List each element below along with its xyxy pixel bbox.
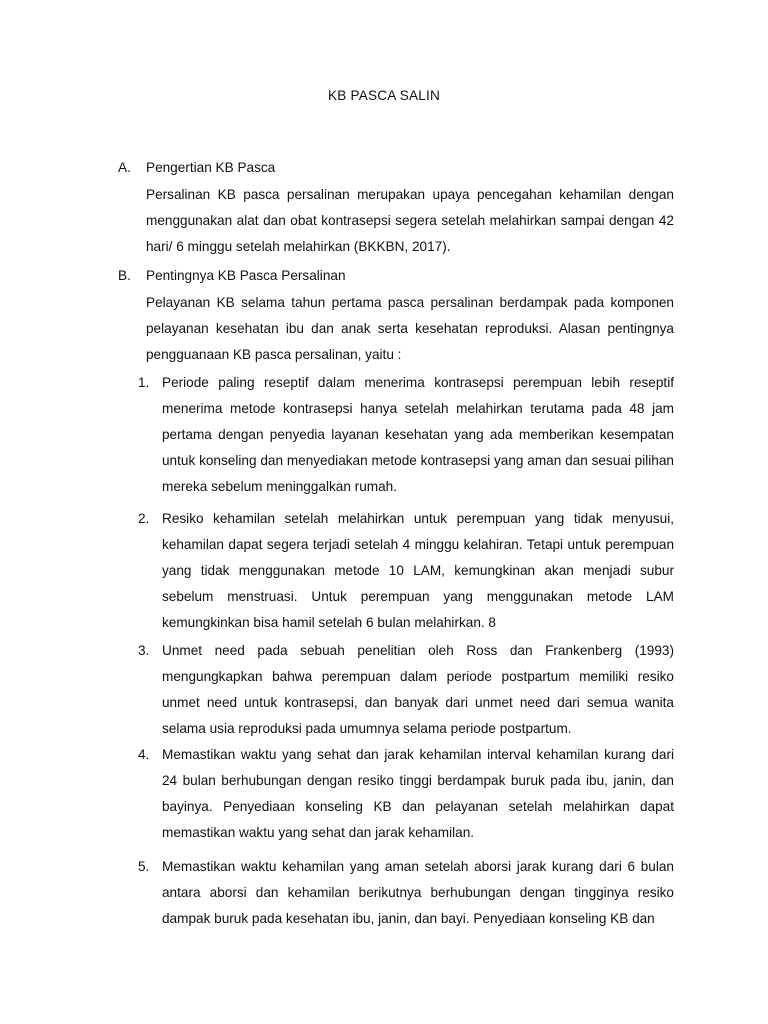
section-heading: Pentingnya KB Pasca Persalinan <box>146 268 346 283</box>
section-letter: A. <box>118 160 131 175</box>
list-item-text: Memastikan waktu kehamilan yang aman setelah aborsi jarak kurang dari 6 bulan antara aborsi dan kehamilan berikutnya berhubungan dengan tingginya resiko dampak buruk pada kesehatan ibu, janin, dan bayi. Penyediaan konseling KB dan <box>162 859 674 926</box>
section-a <box>118 160 674 260</box>
document-title: KB PASCA SALIN <box>327 88 441 103</box>
list-item-number: 3. <box>138 643 150 658</box>
list-item-text: Unmet need pada sebuah penelitian oleh Ross dan Frankenberg (1993) mengungkapkan bahwa perempuan dalam periode postpartum memiliki resiko unmet need untuk kontrasepsi, dan banyak dari unmet need dari semua wanita selama usia reproduksi pada umumnya selama periode postpartum. <box>162 643 674 736</box>
list-item-number: 2. <box>138 511 150 526</box>
list-item-number: 5. <box>138 859 150 874</box>
list-item-text: Memastikan waktu yang sehat dan jarak kehamilan interval kehamilan kurang dari 24 bulan berhubungan dengan resiko tinggi berdampak buruk pada ibu, janin, dan bayinya. Penyediaan konseling KB dan pelayanan setelah melahirkan dapat memastikan waktu yang sehat dan jarak kehamilan. <box>162 747 674 840</box>
list-item-text: Resiko kehamilan setelah melahirkan untuk perempuan yang tidak menyusui, kehamilan dapat segera terjadi setelah 4 minggu kelahiran. Tetapi untuk perempuan yang tidak menggunakan metode 10 LAM, kemungkinan akan menjadi subur sebelum menstruasi. Untuk perempuan yang menggunakan metode LAM kemungkinkan bisa hamil setelah 6 bulan melahirkan. 8 <box>162 511 674 630</box>
section-paragraph: Persalinan KB pasca persalinan merupakan upaya pencegahan kehamilan dengan menggunakan alat dan obat kontrasepsi segera setelah melahirkan sampai dengan 42 hari/ 6 minggu setelah melahirkan (BKKBN, 2017). <box>146 187 674 254</box>
section-letter: B. <box>118 268 131 283</box>
list-item-number: 4. <box>138 747 150 762</box>
section-b <box>118 268 674 368</box>
section-heading: Pengertian KB Pasca <box>146 160 276 175</box>
list-item-text: Periode paling reseptif dalam menerima kontrasepsi perempuan lebih reseptif menerima metode kontrasepsi hanya setelah melahirkan terutama pada 48 jam pertama dengan penyedia layanan kesehatan yang ada memberikan kesempatan untuk konseling dan menyediakan metode kontrasepsi yang aman dan sesuai pilihan mereka sebelum meninggalkan rumah. <box>162 375 674 494</box>
section-paragraph: Pelayanan KB selama tahun pertama pasca persalinan berdampak pada komponen pelayanan kesehatan ibu dan anak serta kesehatan reproduksi. Alasan pentingnya pengguanaan KB pasca persalinan, yaitu : <box>146 295 674 362</box>
list-item-number: 1. <box>138 375 150 390</box>
